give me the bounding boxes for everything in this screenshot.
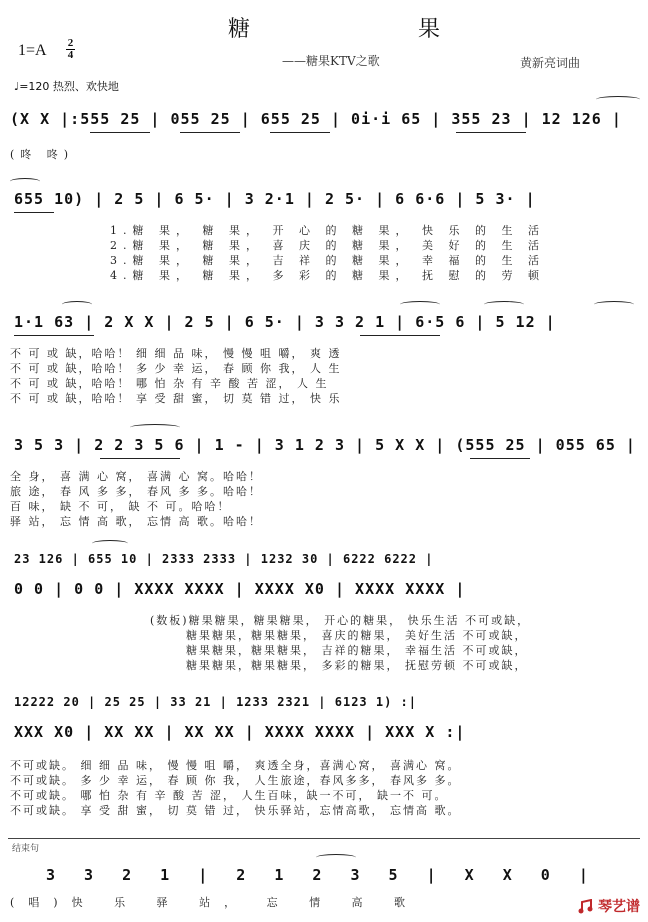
notes-line-6-top: 12222 20 | 25 25 | 33 21 | 1233 2321 | 6123 1) :| <box>14 695 418 709</box>
time-denominator: 4 <box>67 49 74 61</box>
notes-line-3: 1·1 63 | 2 X X | 2 5 | 6 5· | 3 3 2 1 | 6·5 6 | 5 12 | <box>14 313 556 331</box>
lyrics-line-2-v4: 4.糖 果， 糖 果， 多 彩 的 糖 果， 抚 慰 的 劳 顿 <box>110 269 545 282</box>
notes-line-1: (X X |:555 25 | 055 25 | 655 25 | 0i·i 65 | 355 23 | 12 126 | <box>10 110 622 128</box>
key-label: 1=A <box>18 42 47 59</box>
lyrics-line-3-v1: 不 可 或 缺，哈哈！ 细 细 品 味， 慢 慢 咀 嚼， 爽 透 <box>10 347 342 360</box>
ending-label: 结束句 <box>12 844 40 854</box>
tempo-marking: ♩=120 热烈、欢快地 <box>14 80 119 93</box>
lyrics-line-4-v4: 驿 站， 忘 情 高 歌， 忘情 高 歌。哈哈！ <box>10 515 262 528</box>
notes-line-4: 3 5 3 | 2 2 3 5 6 | 1 - | 3 1 2 3 | 5 X X | (555 25 | 055 65 | <box>14 436 636 454</box>
ending-box-top-line <box>8 838 640 839</box>
lyrics-line-2-v2: 2.糖 果， 糖 果， 喜 庆 的 糖 果， 美 好 的 生 活 <box>110 239 545 252</box>
lyrics-line-3-v3: 不 可 或 缺，哈哈！ 哪 怕 杂 有 辛 酸 苦 涩， 人 生 <box>10 377 329 390</box>
song-title <box>228 12 443 43</box>
lyrics-line-6-v4: 不可或缺。 享 受 甜 蜜， 切 莫 错 过， 快乐驿站，忘情高歌， 忘情高 歌。 <box>10 804 461 817</box>
notes-line-6-bottom: XXX X0 | XX XX | XX XX | XXXX XXXX | XXX X :| <box>14 723 466 741</box>
lyrics-line-3-v2: 不 可 或 缺，哈哈！ 多 少 幸 运， 春 顾 你 我， 人 生 <box>10 362 342 375</box>
lyrics-line-2-v1: 1.糖 果， 糖 果， 开 心 的 糖 果， 快 乐 的 生 活 <box>110 224 545 237</box>
time-numerator: 2 <box>67 37 74 49</box>
title-char-2: 果 <box>418 17 443 42</box>
notes-line-5-bottom: 0 0 | 0 0 | XXXX XXXX | XXXX X0 | XXXX XXXX | <box>14 580 466 598</box>
notes-line-7: 3 3 2 1 | 2 1 2 3 5 | X X 0 | <box>46 866 598 884</box>
music-note-icon <box>577 899 593 915</box>
notes-line-2: 655 10) | 2 5 | 6 5· | 3 2·1 | 2 5· | 6 6·6 | 5 3· | <box>14 190 536 208</box>
lyrics-line-2-v3: 3.糖 果， 糖 果， 吉 祥 的 糖 果， 幸 福 的 生 活 <box>110 254 545 267</box>
key-signature <box>18 37 74 61</box>
lyrics-line-6-v3: 不可或缺。 哪 怕 杂 有 辛 酸 苦 涩， 人生百味，缺一不可， 缺一不 可。 <box>10 789 448 802</box>
lyrics-line-7: (唱)快 乐 驿 站， 忘 情 高 歌 <box>10 896 420 909</box>
lyrics-line-4-v2: 旅 途， 春 风 多 多， 春风 多 多。哈哈！ <box>10 485 262 498</box>
lyrics-line-5-v2: 糖果糖果，糖果糖果， 喜庆的糖果， 美好生活 不可或缺， <box>186 629 528 642</box>
title-char-1: 糖 <box>228 17 253 42</box>
site-logo <box>577 896 640 916</box>
lyrics-line-4-v3: 百 味， 缺 不 可， 缺 不 可。哈哈！ <box>10 500 231 513</box>
lyrics-line-4-v1: 全 身， 喜 满 心 窝， 喜满 心 窝。哈哈！ <box>10 470 262 483</box>
lyrics-line-5-v3: 糖果糖果，糖果糖果， 吉祥的糖果， 幸福生活 不可或缺， <box>186 644 528 657</box>
lyrics-line-6-v2: 不可或缺。 多 少 幸 运， 春 顾 你 我， 人生旅途，春风多多， 春风多 多。 <box>10 774 461 787</box>
lyrics-line-3-v4: 不 可 或 缺，哈哈！ 享 受 甜 蜜， 切 莫 错 过， 快 乐 <box>10 392 342 405</box>
lyrics-line-5-v1: (数板)糖果糖果，糖果糖果， 开心的糖果， 快乐生活 不可或缺， <box>150 614 531 627</box>
composer: 黄新亮词曲 <box>520 56 581 70</box>
lyrics-line-1: (咚 咚) <box>10 148 75 161</box>
lyrics-line-5-v4: 糖果糖果，糖果糖果， 多彩的糖果， 抚慰劳顿 不可或缺， <box>186 659 528 672</box>
lyrics-line-6-v1: 不可或缺。 细 细 品 味， 慢 慢 咀 嚼， 爽透全身，喜满心窝， 喜满心 窝。 <box>10 759 461 772</box>
logo-text: 琴艺谱 <box>598 899 640 915</box>
notes-line-5-top: 23 126 | 655 10 | 2333 2333 | 1232 30 | 6222 6222 | <box>14 552 434 566</box>
subtitle: ——糖果KTV之歌 <box>282 54 380 68</box>
time-signature <box>66 38 75 61</box>
